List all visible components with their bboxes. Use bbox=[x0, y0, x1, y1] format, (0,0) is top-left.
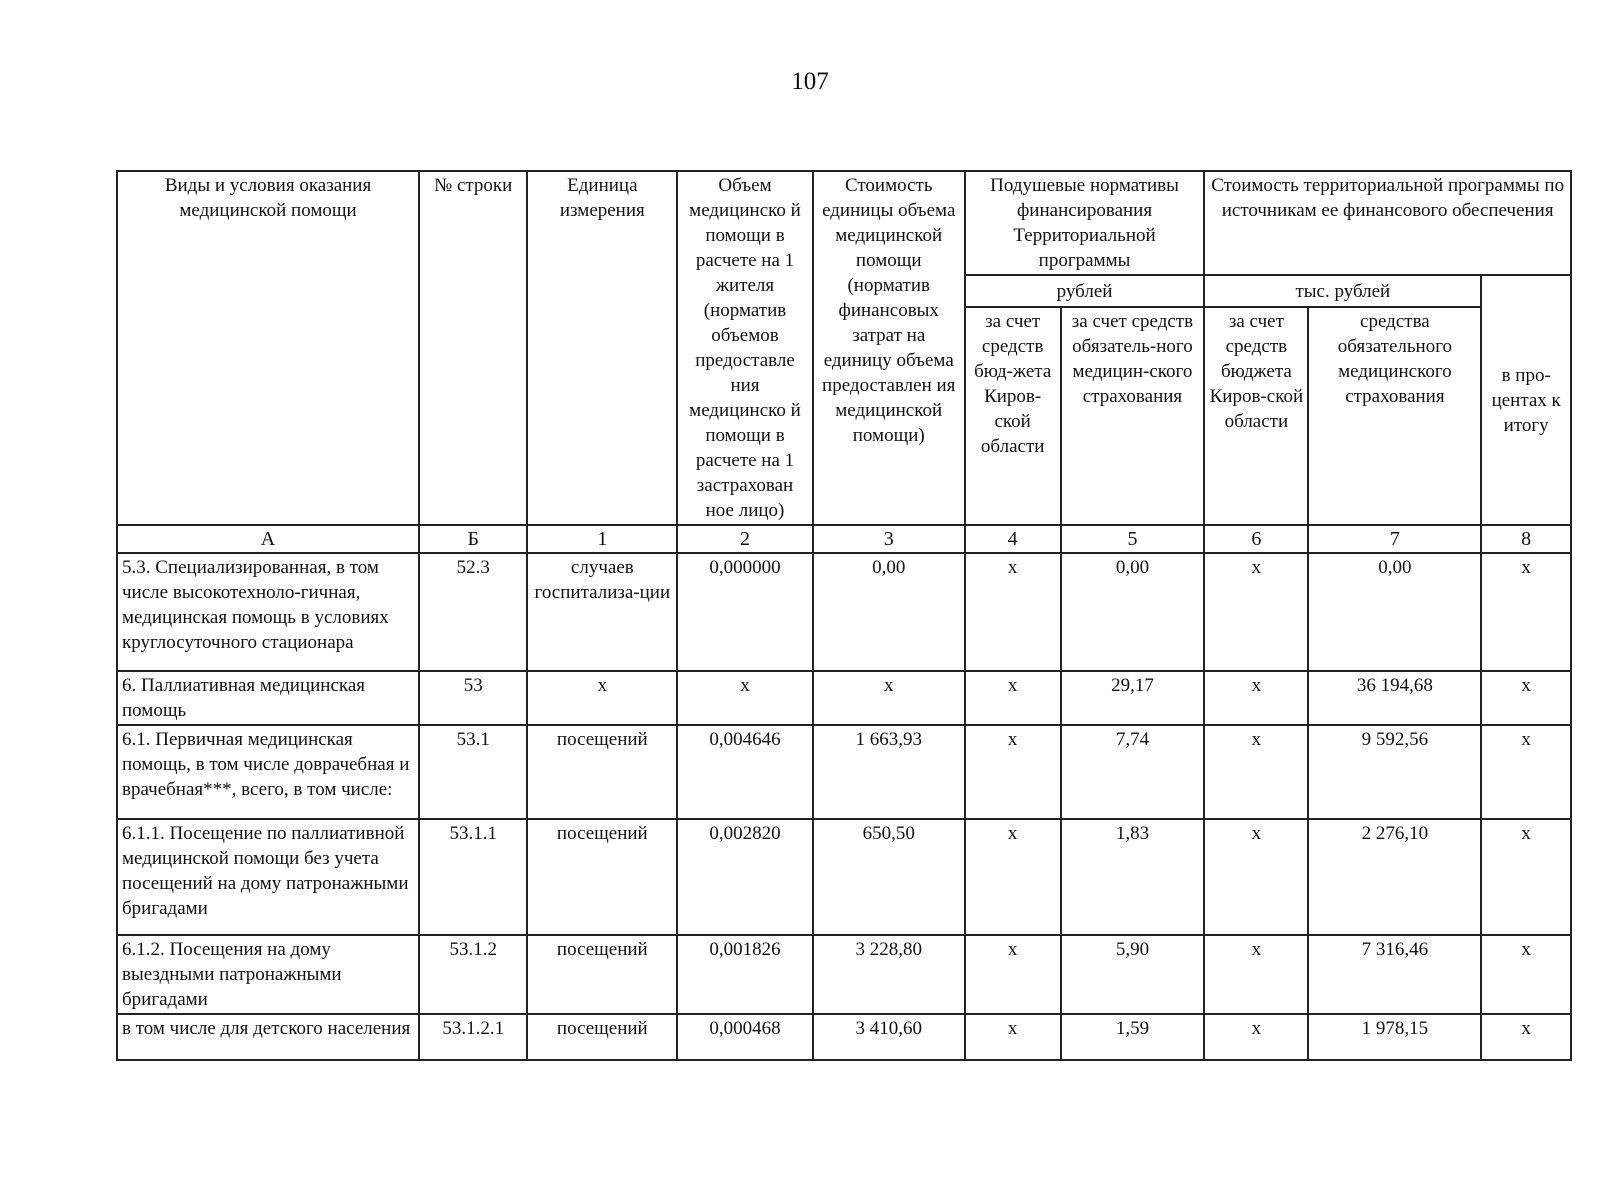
table-cell: х bbox=[965, 935, 1061, 1014]
header-thousand-rubles: тыс. рублей bbox=[1204, 275, 1481, 307]
table-row bbox=[117, 935, 1571, 1014]
table-row bbox=[117, 819, 1571, 935]
table-cell: посещений bbox=[527, 819, 677, 935]
page-number: 107 bbox=[791, 68, 829, 95]
table-cell: 0,00 bbox=[1308, 553, 1481, 671]
table-cell: х bbox=[1204, 725, 1308, 819]
table-cell: х bbox=[965, 1014, 1061, 1060]
table-cell: х bbox=[527, 671, 677, 725]
table-cell: 9 592,56 bbox=[1308, 725, 1481, 819]
table-cell: 3 410,60 bbox=[813, 1014, 965, 1060]
row-label: 6. Паллиативная медицинская помощь bbox=[117, 671, 419, 725]
table-cell: 1 978,15 bbox=[1308, 1014, 1481, 1060]
table-cell: 7,74 bbox=[1061, 725, 1205, 819]
header-type: Виды и условия оказания медицинской помощи bbox=[117, 171, 419, 525]
table-cell: х bbox=[677, 671, 812, 725]
column-index: 2 bbox=[677, 525, 812, 553]
table-cell: 5,90 bbox=[1061, 935, 1205, 1014]
table-cell: х bbox=[1481, 553, 1571, 671]
header-budget-rub: за счет средств бюд-жета Киров-ской области bbox=[965, 307, 1061, 525]
table-cell: 1,59 bbox=[1061, 1014, 1205, 1060]
column-index: 4 bbox=[965, 525, 1061, 553]
table-body bbox=[117, 553, 1571, 1060]
row-label: в том числе для детского населения bbox=[117, 1014, 419, 1060]
table-cell: 0,001826 bbox=[677, 935, 812, 1014]
table-row bbox=[117, 725, 1571, 819]
table-cell: х bbox=[1204, 935, 1308, 1014]
table-cell: х bbox=[965, 671, 1061, 725]
header-rubles: рублей bbox=[965, 275, 1205, 307]
table-cell: 0,00 bbox=[1061, 553, 1205, 671]
column-index: 7 bbox=[1308, 525, 1481, 553]
table-cell: 52.3 bbox=[419, 553, 527, 671]
header-budget-thousand: за счет средств бюджета Киров-ской области bbox=[1204, 307, 1308, 525]
table-row bbox=[117, 1014, 1571, 1060]
header-per-capita-group: Подушевые нормативы финансирования Территориальной программы bbox=[965, 171, 1205, 275]
table-cell: х bbox=[1204, 819, 1308, 935]
table-cell: 0,000000 bbox=[677, 553, 812, 671]
table-cell: х bbox=[1481, 1014, 1571, 1060]
table-cell: х bbox=[1481, 819, 1571, 935]
table-cell: 53.1.1 bbox=[419, 819, 527, 935]
table-cell: х bbox=[1481, 935, 1571, 1014]
column-index: 6 bbox=[1204, 525, 1308, 553]
table-cell: посещений bbox=[527, 725, 677, 819]
table-cell: 53.1 bbox=[419, 725, 527, 819]
table-cell: х bbox=[1204, 1014, 1308, 1060]
header-cost: Стоимость единицы объема медицинской помощи (норматив финансовых затрат на единицу объема предоставлен ия медицинской помощи) bbox=[813, 171, 965, 525]
column-index: А bbox=[117, 525, 419, 553]
table-cell: 53.1.2 bbox=[419, 935, 527, 1014]
table-cell: посещений bbox=[527, 935, 677, 1014]
row-label: 5.3. Специализированная, в том числе высокотехноло-гичная, медицинская помощь в условиях круглосуточного стационара bbox=[117, 553, 419, 671]
column-index: 8 bbox=[1481, 525, 1571, 553]
header-unit: Единица измерения bbox=[527, 171, 677, 525]
table-cell: х bbox=[965, 725, 1061, 819]
header-program-cost-group: Стоимость территориальной программы по источникам ее финансового обеспечения bbox=[1204, 171, 1571, 275]
medical-care-table bbox=[116, 170, 1572, 1061]
column-index: Б bbox=[419, 525, 527, 553]
header-row-no: № строки bbox=[419, 171, 527, 525]
table-cell: 53.1.2.1 bbox=[419, 1014, 527, 1060]
header-volume: Объем медицинско й помощи в расчете на 1 жителя (норматив объемов предоставле ния медицинско й помощи в расчете на 1 застрахован ное лицо) bbox=[677, 171, 812, 525]
table-cell: х bbox=[965, 553, 1061, 671]
row-label: 6.1.1. Посещение по паллиативной медицинской помощи без учета посещений на дому патронажными бригадами bbox=[117, 819, 419, 935]
table-cell: 650,50 bbox=[813, 819, 965, 935]
table-cell: х bbox=[1481, 671, 1571, 725]
table-cell: 1 663,93 bbox=[813, 725, 965, 819]
table-cell: х bbox=[1204, 553, 1308, 671]
column-index: 5 bbox=[1061, 525, 1205, 553]
table-cell: 29,17 bbox=[1061, 671, 1205, 725]
table-cell: 7 316,46 bbox=[1308, 935, 1481, 1014]
table-cell: 0,002820 bbox=[677, 819, 812, 935]
table-cell: 0,00 bbox=[813, 553, 965, 671]
table-cell: х bbox=[965, 819, 1061, 935]
row-label: 6.1. Первичная медицинская помощь, в том числе доврачебная и врачебная***, всего, в том числе: bbox=[117, 725, 419, 819]
row-label: 6.1.2. Посещения на дому выездными патронажными бригадами bbox=[117, 935, 419, 1014]
table-cell: х bbox=[1481, 725, 1571, 819]
table-cell: 53 bbox=[419, 671, 527, 725]
table-cell: х bbox=[813, 671, 965, 725]
column-index: 1 bbox=[527, 525, 677, 553]
table-cell: 36 194,68 bbox=[1308, 671, 1481, 725]
column-index: 3 bbox=[813, 525, 965, 553]
header-percent: в про-центах к итогу bbox=[1481, 275, 1571, 525]
table-cell: 3 228,80 bbox=[813, 935, 965, 1014]
table-cell: х bbox=[1204, 671, 1308, 725]
header-oms-thousand: средства обязательного медицинского страхования bbox=[1308, 307, 1481, 525]
table-cell: 0,004646 bbox=[677, 725, 812, 819]
header-oms-rub: за счет средств обязатель-ного медицин-ского страхования bbox=[1061, 307, 1205, 525]
table-cell: 2 276,10 bbox=[1308, 819, 1481, 935]
table-cell: 1,83 bbox=[1061, 819, 1205, 935]
table-cell: 0,000468 bbox=[677, 1014, 812, 1060]
table-cell: посещений bbox=[527, 1014, 677, 1060]
table-row bbox=[117, 671, 1571, 725]
table-row bbox=[117, 553, 1571, 671]
table-cell: случаев госпитализа-ции bbox=[527, 553, 677, 671]
